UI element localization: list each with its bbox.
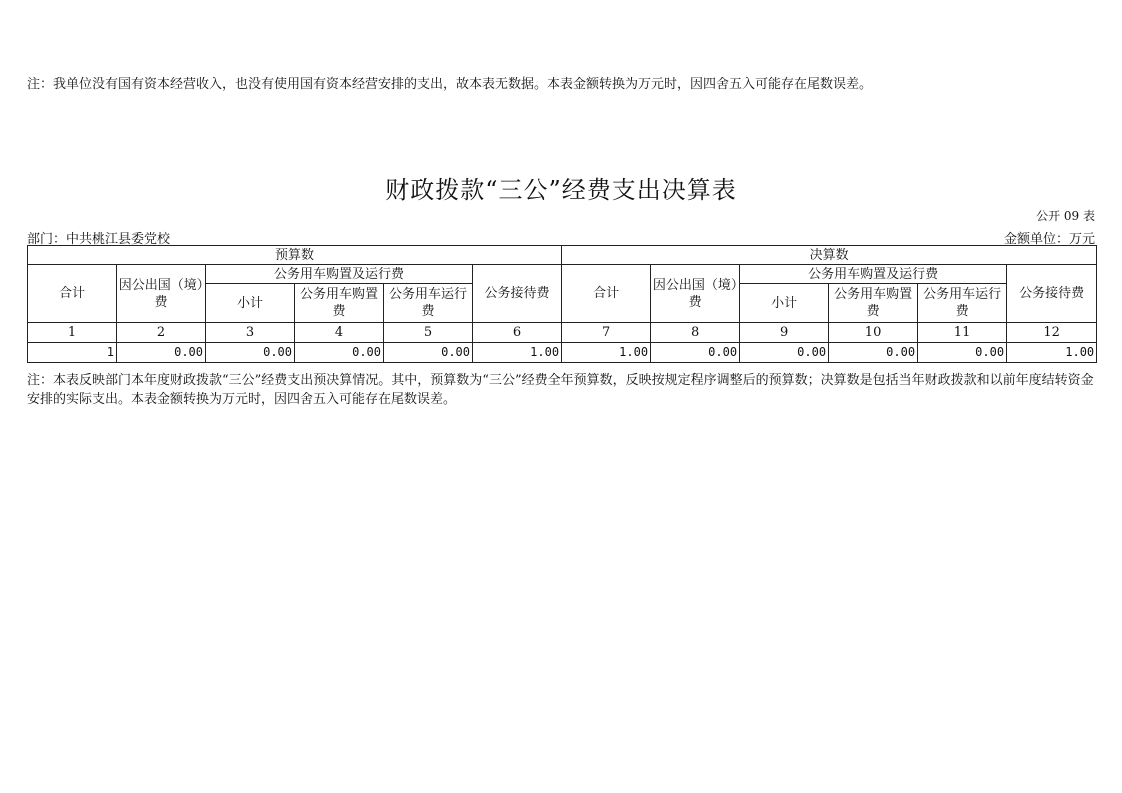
header-budget-abroad: 因公出国（境）费 <box>117 265 206 323</box>
header-row-category <box>28 265 1097 284</box>
header-budget-vehicle-purchase: 公务用车购置费 <box>295 284 384 323</box>
top-note: 注：我单位没有国有资本经营收入，也没有使用国有资本经营安排的支出，故本表无数据。本表金额转换为万元时，因四舍五入可能存在尾数误差。 <box>27 77 873 92</box>
index-cell: 10 <box>829 323 918 343</box>
value-final-reception: 1.00 <box>1007 343 1097 363</box>
header-final-vehicle-purchase: 公务用车购置费 <box>829 284 918 323</box>
index-cell: 11 <box>918 323 1007 343</box>
value-budget-total: 1 <box>28 343 117 363</box>
index-cell: 8 <box>651 323 740 343</box>
header-final: 决算数 <box>562 246 1097 265</box>
header-budget: 预算数 <box>28 246 562 265</box>
header-budget-total: 合计 <box>28 265 117 323</box>
value-budget-vehicle-operation: 0.00 <box>384 343 473 363</box>
value-budget-vehicle-subtotal: 0.00 <box>206 343 295 363</box>
value-budget-vehicle-purchase: 0.00 <box>295 343 384 363</box>
value-final-vehicle-operation: 0.00 <box>918 343 1007 363</box>
data-row <box>28 343 1097 363</box>
value-final-vehicle-subtotal: 0.00 <box>740 343 829 363</box>
index-cell: 5 <box>384 323 473 343</box>
value-budget-reception: 1.00 <box>473 343 562 363</box>
header-budget-vehicle: 公务用车购置及运行费 <box>206 265 473 284</box>
header-budget-reception: 公务接待费 <box>473 265 562 323</box>
header-final-reception: 公务接待费 <box>1007 265 1097 323</box>
value-budget-abroad: 0.00 <box>117 343 206 363</box>
header-final-vehicle-operation: 公务用车运行费 <box>918 284 1007 323</box>
index-cell: 2 <box>117 323 206 343</box>
value-final-total: 1.00 <box>562 343 651 363</box>
department-label: 部门：中共桃江县委党校 <box>27 232 171 247</box>
index-cell: 9 <box>740 323 829 343</box>
index-cell: 1 <box>28 323 117 343</box>
index-cell: 3 <box>206 323 295 343</box>
header-budget-vehicle-operation: 公务用车运行费 <box>384 284 473 323</box>
header-final-abroad: 因公出国（境）费 <box>651 265 740 323</box>
form-number: 公开 09 表 <box>1036 209 1095 223</box>
page-title: 财政拨款“三公”经费支出决算表 <box>385 176 737 204</box>
header-budget-subtotal: 小计 <box>206 284 295 323</box>
index-cell: 7 <box>562 323 651 343</box>
index-cell: 6 <box>473 323 562 343</box>
header-final-vehicle: 公务用车购置及运行费 <box>740 265 1007 284</box>
index-cell: 12 <box>1007 323 1097 343</box>
header-final-total: 合计 <box>562 265 651 323</box>
index-cell: 4 <box>295 323 384 343</box>
unit-label: 金额单位：万元 <box>1003 232 1095 247</box>
index-row <box>28 323 1097 343</box>
header-row-group <box>28 246 1097 265</box>
value-final-vehicle-purchase: 0.00 <box>829 343 918 363</box>
expense-table <box>27 245 1097 363</box>
bottom-note: 注：本表反映部门本年度财政拨款“三公”经费支出预决算情况。其中，预算数为“三公”经费全年预算数，反映按规定程序调整后的预算数；决算数是包括当年财政拨款和以前年度结转资金安排的实际支出。本表金额转换为万元时，因四舍五入可能存在尾数误差。 <box>27 373 1094 407</box>
header-final-subtotal: 小计 <box>740 284 829 323</box>
value-final-abroad: 0.00 <box>651 343 740 363</box>
